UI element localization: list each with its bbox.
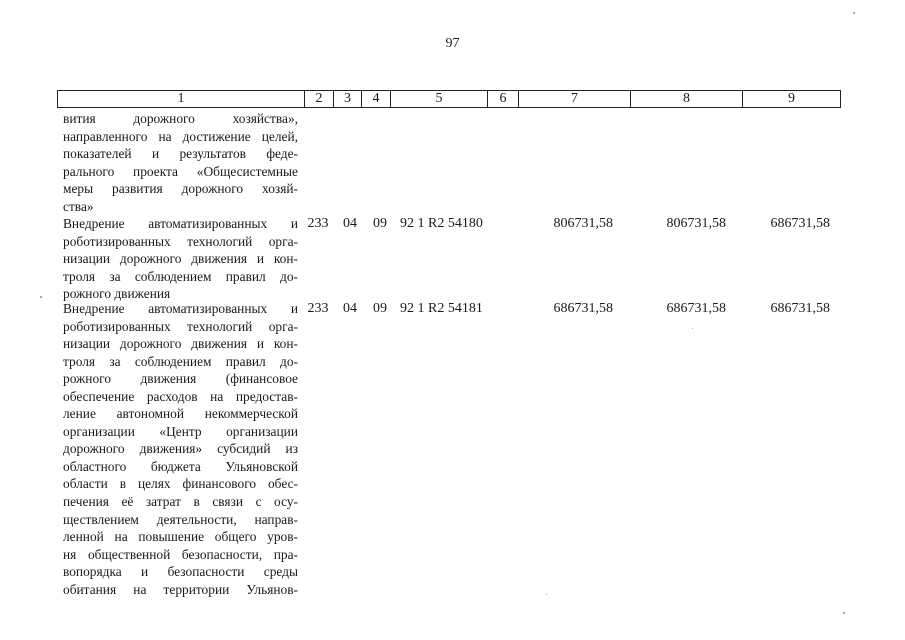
cell-section: 04 (343, 301, 357, 316)
scan-speck (692, 328, 693, 329)
row-description: Внедрение автоматизированных и роботизированных технологий орга- низации дорожного движения и кон- троля за соблюдением правил до- рожного движения (финансовое обеспечение расходов на предостав- ление автономной некоммерческой организации «Центр организации дорожного движения» субсидий из областного бюджета Ульяновской области в целях финансового обес- печения её затрат в связи с осу- ществлением деятельности, направ- ленной на повышение общего уров- ня общественной безопасности, пра- вопорядка и безопасности среды обитания на территории Ульянов- (63, 301, 298, 597)
cell-ministry-code: 233 (307, 216, 329, 231)
header-col-9: 9 (788, 91, 795, 106)
header-col-1: 1 (58, 91, 305, 107)
cell-target-article: 92 1 R2 54180 (400, 216, 483, 231)
page-number: 97 (445, 36, 460, 51)
cell-subsection: 09 (373, 301, 387, 316)
cell-section: 04 (343, 216, 357, 231)
cell-target-article: 92 1 R2 54181 (400, 301, 483, 316)
cell-amount-1: 686731,58 (553, 301, 613, 316)
header-col-6: 6 (488, 91, 519, 107)
row-description: Внедрение автоматизированных и роботизированных технологий орга- низации дорожного движения и кон- троля за соблюдением правил до- рожного движения (63, 216, 298, 302)
header-col-5: 5 (391, 91, 488, 107)
cell-amount-1: 806731,58 (553, 216, 613, 231)
scan-speck (40, 296, 42, 298)
header-col-8: 8 (631, 91, 743, 107)
scan-speck (546, 594, 547, 595)
scan-speck (853, 12, 855, 14)
cell-amount-3: 686731,58 (770, 216, 830, 231)
row-description: вития дорожного хозяйства», направленного на достижение целей, показателей и результатов феде- рального проекта «Общесистемные меры развития дорожного хозяй- ства» (63, 111, 298, 214)
header-col-4: 4 (362, 91, 391, 107)
table-header (57, 90, 841, 108)
cell-ministry-code: 233 (307, 301, 329, 316)
scan-speck (843, 612, 845, 614)
cell-subsection: 09 (373, 216, 387, 231)
cell-amount-2: 686731,58 (666, 301, 726, 316)
header-col-3: 3 (334, 91, 362, 107)
cell-amount-3: 686731,58 (770, 301, 830, 316)
cell-amount-2: 806731,58 (666, 216, 726, 231)
header-col-7: 7 (519, 91, 631, 107)
header-col-2: 2 (305, 91, 334, 107)
